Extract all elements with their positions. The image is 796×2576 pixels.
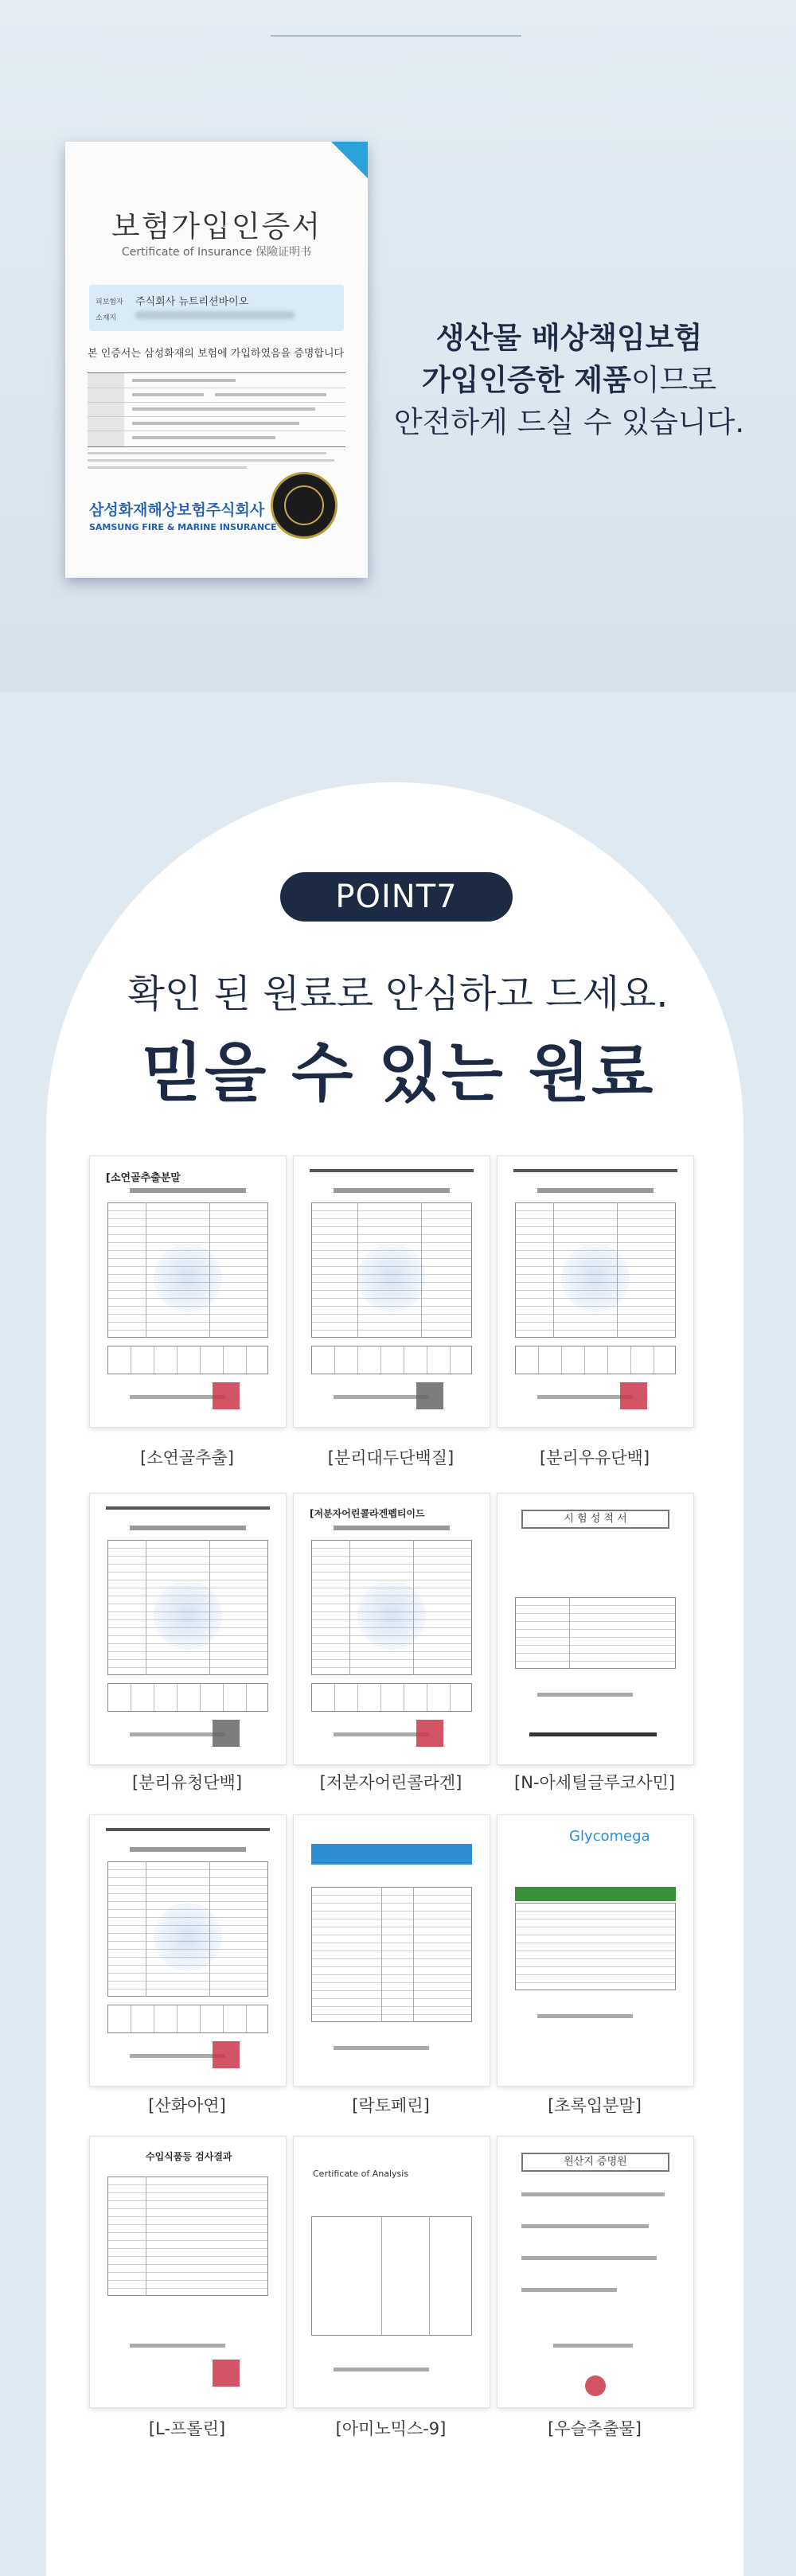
document-title: 시 험 성 적 서 (521, 1510, 669, 1529)
insurance-section (0, 0, 796, 692)
document-title: 원산지 증명원 (521, 2153, 669, 2172)
insurance-message-line2-bold: 가입인증한 제품 (421, 363, 631, 397)
document-image-collagen (293, 1493, 490, 1765)
document-image-l-proline (89, 2136, 287, 2408)
document-image-cartilage (89, 1155, 287, 1428)
certificate-insured-box (89, 285, 344, 331)
company-seal-icon (271, 472, 338, 539)
certificate-table (88, 372, 345, 447)
document-image-achyranthes (497, 2136, 694, 2408)
point-badge: POINT7 (280, 872, 513, 922)
document-image-soy-protein (293, 1155, 490, 1428)
document-title: 수입식품등 검사결과 (146, 2151, 232, 2162)
certificate-company-name: 삼성화재해상보험주식회사 (89, 501, 265, 519)
insured-name: 주식회사 뉴트리션바이오 (135, 296, 249, 308)
document-caption: [락토페린] (352, 2096, 430, 2115)
point-headline: 확인 된 원료로 안심하고 드세요. (127, 972, 669, 1016)
document-caption: [아미노믹스-9] (335, 2419, 447, 2438)
document-caption: [초록입분말] (548, 2096, 642, 2115)
insurance-message-line1: 생산물 배상책임보험 (435, 321, 703, 355)
document-caption: [분리대두단백질] (327, 1448, 455, 1467)
address-label: 소재지 (96, 314, 117, 322)
certificate-company-name-en: SAMSUNG FIRE & MARINE INSURANCE (89, 522, 277, 532)
document-caption: [소연골추출] (140, 1448, 234, 1467)
point-title: 믿을 수 있는 원료 (141, 1036, 655, 1110)
document-caption: [저분자어린콜라겐] (319, 1773, 462, 1792)
document-title: [저분자어린콜라겐펩티이드 (310, 1508, 425, 1519)
document-caption: [L-프롤린] (148, 2419, 226, 2438)
divider-line (271, 35, 521, 37)
document-title: Glycomega (569, 1828, 650, 1845)
document-caption: [우슬추출물] (548, 2419, 642, 2438)
document-caption: [분리우유단백] (539, 1448, 650, 1467)
document-title: Certificate of Analysis (313, 2169, 409, 2179)
document-image-whey-protein (89, 1493, 287, 1765)
document-image-green-lipped-mussel (497, 1814, 694, 2087)
certificate-corner-accent (331, 142, 368, 178)
document-image-glucosamine (497, 1493, 694, 1765)
document-title: [소연골추출분말 (106, 1172, 181, 1184)
insurance-message (382, 317, 756, 443)
certificate-statement: 본 인증서는 삼성화재의 보험에 가입하였음을 증명합니다 (88, 348, 345, 360)
document-image-milk-protein (497, 1155, 694, 1428)
insurance-message-line2-rest: 이므로 (630, 363, 717, 397)
insurance-message-line3: 안전하게 드실 수 있습니다. (393, 405, 745, 439)
blurred-address (135, 311, 295, 319)
insurance-certificate-image (65, 142, 368, 578)
document-caption: [N-아세틸글루코사민] (514, 1773, 675, 1792)
certificate-title: 보험가입인증서 (111, 209, 322, 244)
document-image-zinc-oxide (89, 1814, 287, 2087)
document-image-aminomix (293, 2136, 490, 2408)
insured-label: 피보험자 (96, 298, 123, 306)
certificate-subtitle: Certificate of Insurance 保險证明书 (121, 246, 312, 259)
document-caption: [분리유청단백] (131, 1773, 243, 1792)
document-caption: [산화아연] (148, 2096, 226, 2115)
document-image-lactoferrin (293, 1814, 490, 2087)
